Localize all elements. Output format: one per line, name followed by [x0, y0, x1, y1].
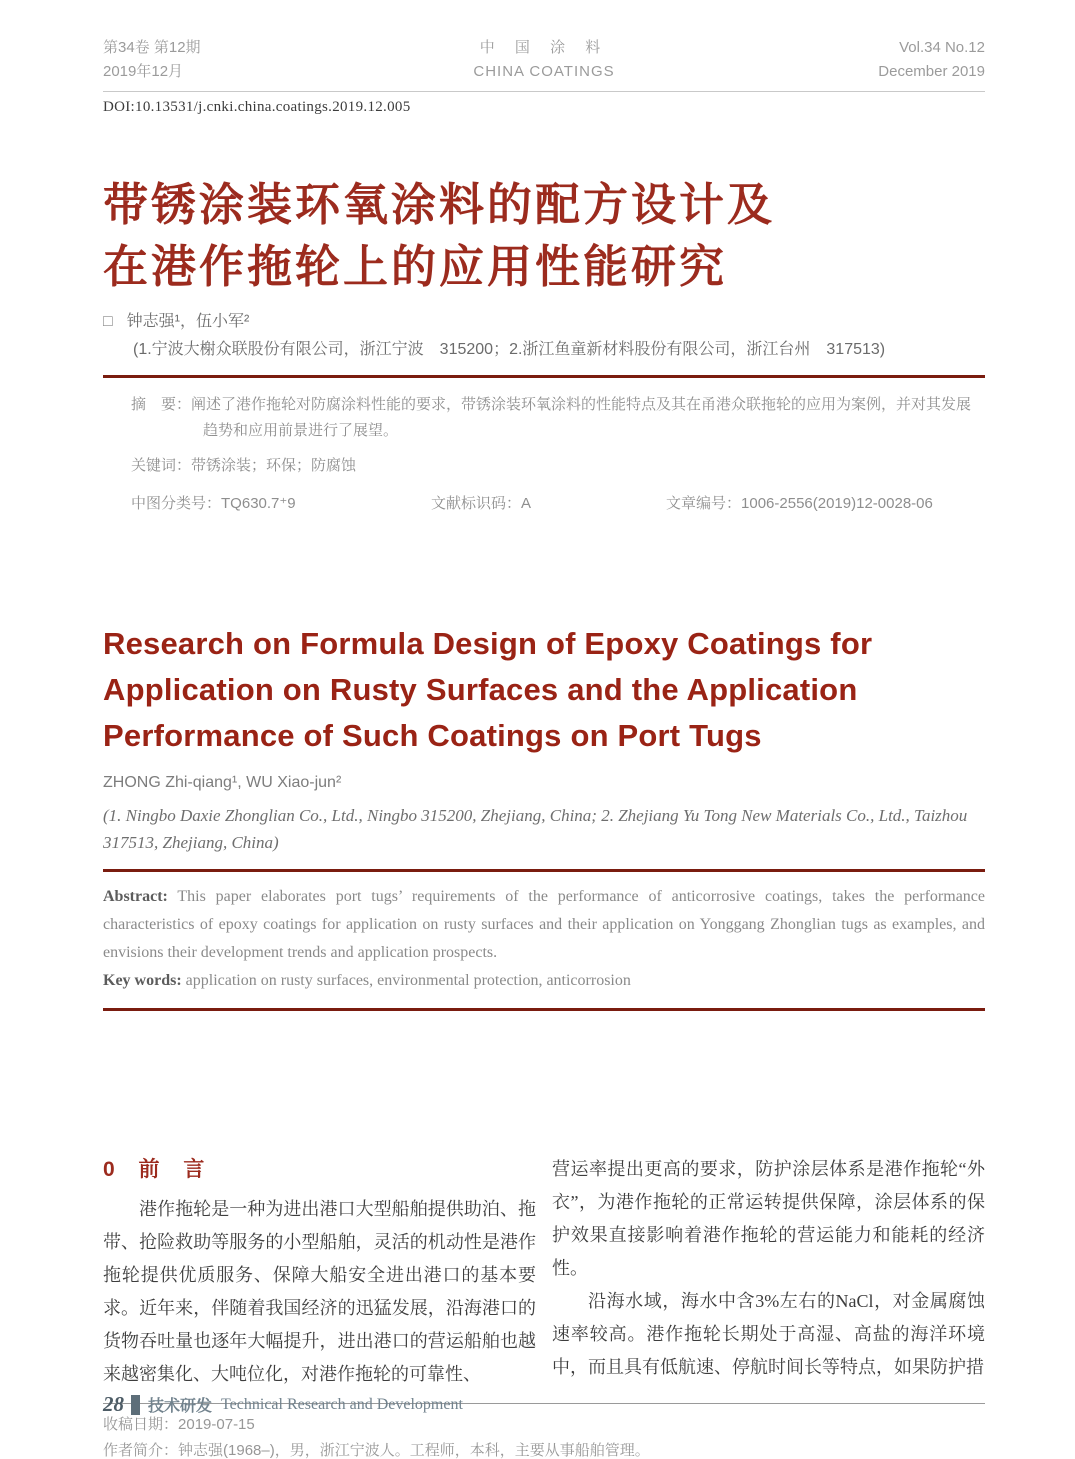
journal-name [323, 36, 765, 84]
article-title-cn [103, 174, 985, 298]
authors-cn [103, 310, 985, 334]
abstract-block-cn [103, 392, 985, 517]
article-title-en-line3: Performance of Such Coatings on Port Tugs [103, 718, 762, 753]
affiliation-cn: (1.宁波大榭众联股份有限公司，浙江宁波 315200；2.浙江鱼童新材料股份有限公司，浙江台州 317513) [133, 341, 886, 358]
article-title-cn-line2: 在港作拖轮上的应用性能研究 [103, 241, 728, 292]
body-column-left [103, 1153, 536, 1391]
section-heading-preface: 0 前 言 [103, 1158, 207, 1181]
journal-name-cn: 中 国 涂 料 [479, 39, 609, 56]
body-column-right [552, 1153, 985, 1391]
footnote [103, 1412, 985, 1459]
header-volume-cn: 第34卷 第12期 [103, 39, 201, 56]
abstract-block-en [103, 883, 985, 995]
document-code [431, 491, 666, 517]
header-date-en: December 2019 [878, 63, 985, 80]
doi: DOI:10.13531/j.cnki.china.coatings.2019.12.005 [103, 99, 411, 115]
doc-code-value: A [521, 495, 532, 512]
divider-red-1 [103, 375, 985, 378]
abstract-label-cn: 摘 要： [131, 396, 192, 413]
author-bio [103, 1438, 985, 1459]
clc-number [131, 491, 431, 517]
article-title-en [103, 621, 985, 759]
body-columns [103, 1153, 985, 1391]
abstract-en [103, 883, 985, 967]
keywords-en [103, 967, 985, 995]
header-volume-en: Vol.34 No.12 [899, 39, 985, 56]
article-id-value: 1006-2556(2019)12-0028-06 [741, 495, 933, 512]
classification-row [131, 491, 985, 517]
body-paragraph-left: 港作拖轮是一种为进出港口大型船舶提供助泊、拖带、抢险救助等服务的小型船舶，灵活的机动性是港作拖轮提供优质服务、保障大船安全进出港口的基本要求。近年来，伴随着我国经济的迅猛发展，沿海港口的货物吞吐量也逐年大幅提升，进出港口的营运船舶也越来越密集化、大吨位化，对港作拖轮的可靠性、 [103, 1199, 536, 1384]
keywords-text-en: application on rusty surfaces, environmental protection, anticorrosion [181, 972, 631, 989]
footer-bar-icon [131, 1395, 140, 1415]
author-bio-label: 作者简介： [103, 1442, 179, 1459]
article-id-label: 文章编号： [666, 495, 742, 512]
header-volume-issue-cn [103, 36, 323, 84]
author-names-en: ZHONG Zhi-qiang¹, WU Xiao-jun² [103, 774, 342, 791]
abstract-text-cn: 阐述了港作拖轮对防腐涂料性能的要求，带锈涂装环氧涂料的性能特点及其在甬港众联拖轮的应用为案例，并对其发展趋势和应用前景进行了展望。 [191, 396, 972, 439]
abstract-label-en: Abstract: [103, 888, 168, 905]
doc-code-label: 文献标识码： [431, 495, 522, 512]
page-number: 28 [103, 1392, 124, 1416]
keywords-label-en: Key words: [103, 972, 182, 989]
abstract-text-en: This paper elaborates port tugs’ requirements of the performance of anticorrosive coatings, takes the performance characteristics of epoxy coatings for application on rusty surfaces and their application on Yonggang Zhonglian tugs as examples, and envisions their development trends and application prospects. [103, 888, 985, 961]
author-marker-icon: □ [103, 313, 113, 330]
keywords-label-cn: 关键词： [131, 457, 192, 474]
article-title-cn-line1: 带锈涂装环氧涂料的配方设计及 [103, 179, 776, 230]
body-paragraph-right-2: 沿海水域，海水中含3%左右的NaCl，对金属腐蚀速率较高。港作拖轮长期处于高湿、高盐的海洋环境中，而且具有低航速、停航时间长等特点，如果防护措 [552, 1291, 985, 1377]
article-id [666, 491, 985, 517]
divider-red-3 [103, 1008, 985, 1011]
keywords-text-cn: 带锈涂装；环保；防腐蚀 [191, 457, 357, 474]
keywords-cn [131, 453, 985, 479]
author-names-cn: 钟志强¹，伍小军² [126, 313, 250, 330]
divider-red-2 [103, 869, 985, 872]
footer-section-cn: 技术研发 [148, 1398, 213, 1415]
article-title-en-line1: Research on Formula Design of Epoxy Coatings for [103, 626, 873, 661]
article-title-en-line2: Application on Rusty Surfaces and the Application [103, 672, 858, 707]
footer-section-en: Technical Research and Development [221, 1395, 463, 1413]
header-volume-issue-en [765, 36, 985, 84]
affiliation-en: (1. Ningbo Daxie Zhonglian Co., Ltd., Ningbo 315200, Zhejiang, China; 2. Zhejiang Yu Tong New Materials Co., Ltd., Taizhou 317513, Zhejiang, China) [103, 806, 968, 852]
received-date-label: 收稿日期： [103, 1416, 179, 1433]
clc-value: TQ630.7⁺9 [221, 495, 296, 512]
abstract-cn [131, 392, 985, 444]
page-footer [103, 1392, 463, 1417]
received-date-value: 2019-07-15 [178, 1416, 255, 1433]
header-date-cn: 2019年12月 [103, 63, 184, 80]
author-bio-text: 钟志强(1968–)，男，浙江宁波人。工程师，本科，主要从事船舶管理。 [178, 1442, 650, 1459]
journal-name-en: CHINA COATINGS [473, 63, 615, 80]
clc-label: 中图分类号： [131, 495, 222, 512]
body-paragraph-right-1: 营运率提出更高的要求，防护涂层体系是港作拖轮“外衣”，为港作拖轮的正常运转提供保障，涂层体系的保护效果直接影响着港作拖轮的营运能力和能耗的经济性。 [552, 1159, 985, 1278]
journal-header [103, 36, 985, 92]
